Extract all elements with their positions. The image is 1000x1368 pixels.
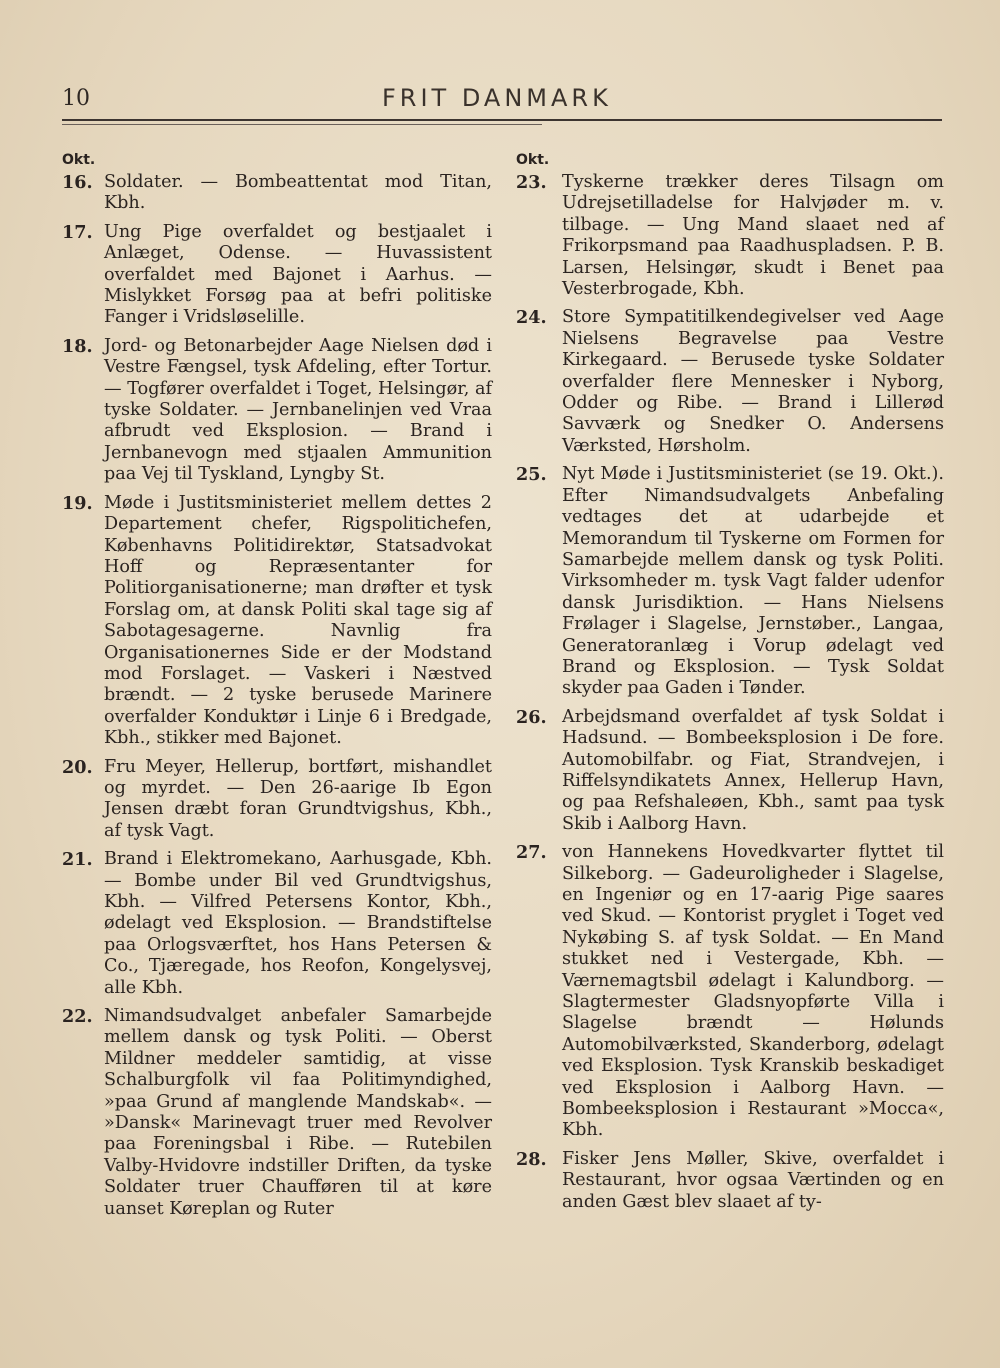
entry-text: Soldater. — Bombeattentat mod Titan, Kbh.: [104, 172, 492, 214]
month-label: Okt.: [62, 152, 96, 168]
entry-day: 20.: [62, 756, 93, 778]
entry: [516, 1149, 944, 1213]
entry-text: Nyt Møde i Justitsministeriet (se 19. Okt.). Efter Nimandsudvalgets Anbefaling vedtages det at udarbejde et Memorandum til Tyskerne om Formen for Samarbejde mellem dansk og tysk Politi. Virksomheder m. tysk Vagt falder udenfor dansk Jurisdiktion. — Hans Nielsens Frølager i Slagelse, Jernstøber., Langaa, Generatoranlæg i Vorup ødelagt ved Brand og Eksplosion. — Tysk Soldat skyder paa Gaden i Tønder.: [562, 464, 944, 699]
entry-text: Fru Meyer, Hellerup, bortført, mishandlet og myrdet. — Den 26-aarige Ib Egon Jensen dræbt foran Grundtvigshus, Kbh., af tysk Vagt.: [104, 756, 492, 841]
entry-day: 22.: [62, 1006, 93, 1028]
entry: [62, 493, 492, 750]
entry: [516, 307, 944, 457]
entry-day: 19.: [62, 492, 93, 514]
entry: [62, 172, 492, 215]
entry-text: Brand i Elektromekano, Aarhusgade, Kbh. — Bombe under Bil ved Grundtvigshus, Kbh. — Vilfred Petersens Kontor, Kbh., ødelagt ved Eksplosion. — Brandstiftelse paa Orlogsværftet, hos Hans Petersen & Co., Tjæregade, hos Reofon, Kongelysvej, alle Kbh.: [104, 849, 492, 998]
entry: [516, 842, 944, 1142]
entry-day: 21.: [62, 849, 93, 871]
entry-day: 28.: [516, 1148, 547, 1170]
entry-day: 26.: [516, 706, 547, 728]
entry-text: Arbejdsmand overfaldet af tysk Soldat i Hadsund. — Bombeeksplosion i De fore. Automobilfabr. og Fiat, Strandvejen, i Riffelsyndikatets Annex, Hellerup Havn, og paa Refshaleøen, Kbh., samt paa tysk Skib i Aalborg Havn.: [562, 706, 944, 834]
entry-day: 27.: [516, 842, 547, 864]
entry: [516, 464, 944, 699]
entry: [62, 1006, 492, 1220]
entry-day: 25.: [516, 464, 547, 486]
entry-text: Store Sympatitilkendegivelser ved Aage Nielsens Begravelse paa Vestre Kirkegaard. — Berusede tyske Soldater overfalder flere Mennesker i Nyborg, Odder og Ribe. — Brand i Lillerød Savværk og Snedker O. Andersens Værksted, Hørsholm.: [562, 307, 944, 456]
header-rule: [62, 119, 942, 121]
entry-text: Møde i Justitsministeriet mellem dettes 2 Departement chefer, Rigspolitichefen, Københavns Politidirektør, Statsadvokat Hoff og Repræsentanter for Politiorganisationerne; man drøfter et tysk Forslag om, at dansk Politi skal tage sig af Sabotagesagerne. Navnlig fra Organisationernes Side er der Modstand mod Forslaget. — Vaskeri i Næstved brændt. — 2 tyske berusede Marinere overfalder Konduktør i Linje 6 i Bredgade, Kbh., stikker med Bajonet.: [104, 492, 492, 749]
header-rule-thin: [62, 124, 542, 125]
entry-day: 17.: [62, 221, 93, 243]
left-column: [62, 150, 492, 1227]
page-number: 10: [62, 86, 90, 111]
entry: [62, 336, 492, 486]
entry: [62, 757, 492, 843]
publication-title: FRIT DANMARK: [382, 84, 612, 112]
entry-day: 23.: [516, 172, 547, 193]
entry: [516, 707, 944, 835]
entry: [62, 222, 492, 329]
entry-text: Tyskerne trækker deres Tilsagn om Udrejsetilladelse for Halvjøder m. v. tilbage. — Ung Mand slaaet ned af Frikorpsmand paa Raadhuspladsen. P. B. Larsen, Helsingør, skudt i Benet paa Vesterbrogade, Kbh.: [562, 172, 944, 300]
entry: [62, 849, 492, 999]
month-label: Okt.: [516, 152, 550, 168]
entry-text: Nimandsudvalget anbefaler Samarbejde mellem dansk og tysk Politi. — Oberst Mildner meddeler samtidig, at visse Schalburgfolk vil faa Politimyndighed, »paa Grund af manglende Mandskab«. — »Dansk« Marinevagt truer med Revolver paa Foreningsbal i Ribe. — Rutebilen Valby-Hvidovre indstiller Driften, da tyske Soldater truer Chaufføren til at køre uanset Køreplan og Ruter: [104, 1006, 492, 1219]
right-column: [516, 150, 944, 1220]
entry-day: 16.: [62, 172, 93, 193]
entry-text: von Hannekens Hovedkvarter flyttet til Silkeborg. — Gadeuroligheder i Slagelse, en Ingeniør og en 17-aarig Pige saares ved Skud. — Kontorist pryglet i Toget ved Nykøbing S. af tysk Soldat. — En Mand stukket ned i Vestergade, Kbh. — Værnemagtsbil ødelagt i Kalundborg. — Slagtermester Gladsnyopførte Villa i Slagelse brændt — Hølunds Automobilværksted, Skanderborg, ødelagt ved Eksplosion. Tysk Kranskib beskadiget ved Eksplosion i Aalborg Havn. — Bombeeksplosion i Restaurant »Mocca«, Kbh.: [562, 842, 944, 1141]
entry-text: Jord- og Betonarbejder Aage Nielsen død i Vestre Fængsel, tysk Afdeling, efter Tortur. — Togfører overfaldet i Toget, Helsingør, af tyske Soldater. — Jernbanelinjen ved Vraa afbrudt ved Eksplosion. — Brand i Jernbanevogn med stjaalen Ammunition paa Vej til Tyskland, Lyngby St.: [104, 335, 492, 485]
entry-day: 18.: [62, 335, 93, 357]
entry: [516, 172, 944, 300]
entry-text: Fisker Jens Møller, Skive, overfaldet i Restaurant, hvor ogsaa Værtinden og en anden Gæst blev slaaet af ty-: [562, 1148, 944, 1212]
entry-text: Ung Pige overfaldet og bestjaalet i Anlæget, Odense. — Huvassistent overfaldet med Bajonet i Aarhus. — Mislykket Forsøg paa at befri politiske Fanger i Vridsløselille.: [104, 221, 492, 328]
entry-day: 24.: [516, 307, 547, 329]
